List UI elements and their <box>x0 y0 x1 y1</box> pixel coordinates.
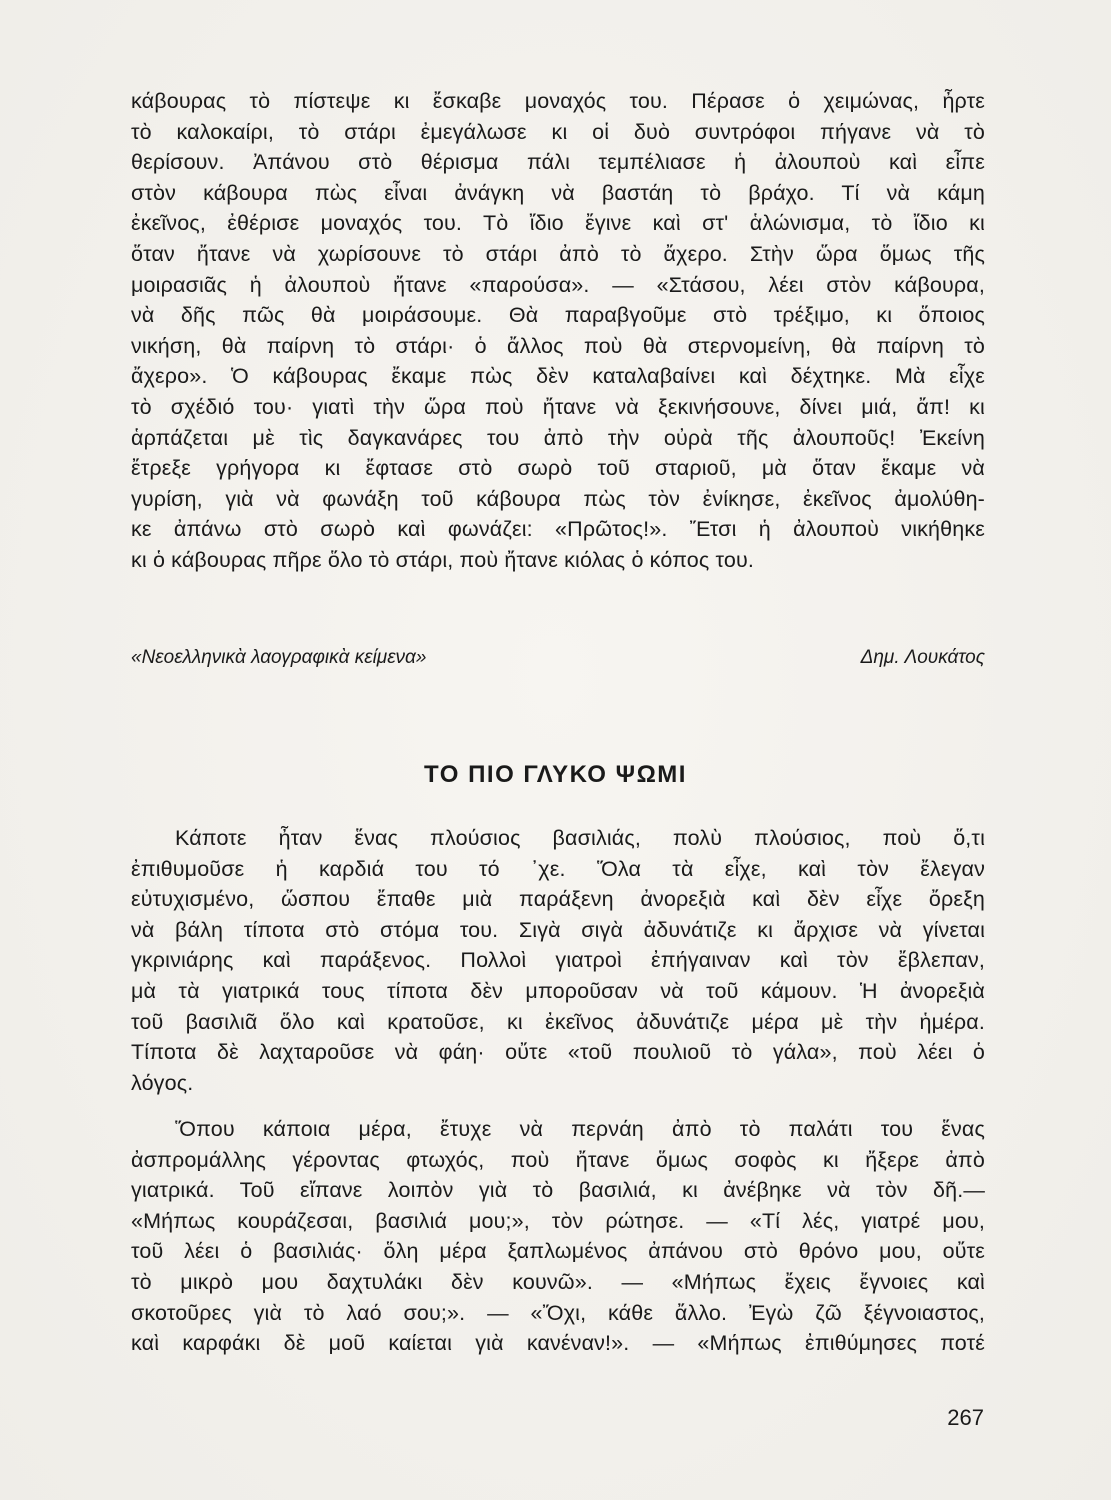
text-line: «Μήπως κουράζεσαι, βασιλιά μου;», τὸν ρώτησε. — «Τί λές, γιατρέ μου, <box>131 1208 985 1233</box>
text-line: ἐπιθυμοῦσε ἡ καρδιά του τό ᾽χε. Ὅλα τὰ εἶχε, καὶ τὸν ἔλεγαν <box>131 856 985 881</box>
chapter-paragraph-2 <box>131 1114 985 1359</box>
source-author: Δημ. Λουκάτος <box>860 647 985 668</box>
text-line: θερίσουν. Ἀπάνου στὸ θέρισμα πάλι τεμπέλιασε ἡ ἀλουποὺ καὶ εἶπε <box>131 150 985 175</box>
text-line: νὰ βάλη τίποτα στὸ στόμα του. Σιγὰ σιγὰ ἀδυνάτιζε κι ἄρχισε νὰ γίνεται <box>131 917 985 942</box>
text-line: ἄχερο». Ὁ κάβουρας ἔκαμε πὼς δὲν καταλαβαίνει καὶ δέχτηκε. Μὰ εἶχε <box>131 364 985 389</box>
text-line: ἁρπάζεται μὲ τὶς δαγκανάρες του ἀπὸ τὴν οὐρὰ τῆς ἀλουποῦς! Ἐκείνη <box>131 425 985 450</box>
text-line: μὰ τὰ γιατρικά τους τίποτα δὲν μποροῦσαν νὰ τοῦ κάμουν. Ἡ ἀνορεξιὰ <box>131 978 985 1003</box>
text-line: νὰ δῆς πῶς θὰ μοιράσουμε. Θὰ παραβγοῦμε στὸ τρέξιμο, κι ὅποιος <box>131 303 985 328</box>
text-line: ὅταν ἤτανε νὰ χωρίσουνε τὸ στάρι ἀπὸ τὸ ἄχερο. Στὴν ὥρα ὅμως τῆς <box>131 241 985 266</box>
text-line: τοῦ βασιλιᾶ ὅλο καὶ κρατοῦσε, κι ἐκεῖνος ἀδυνάτιζε μέρα μὲ τὴν ἡμέρα. <box>131 1009 985 1034</box>
text-line: στὸν κάβουρα πὼς εἶναι ἀνάγκη νὰ βαστάη τὸ βράχο. Τί νὰ κάμη <box>131 180 985 205</box>
text-line: τὸ μικρὸ μου δαχτυλάκι δὲν κουνῶ». — «Μήπως ἔχεις ἔγνοιες καὶ <box>131 1269 985 1294</box>
text-line: τοῦ λέει ὁ βασιλιάς· ὅλη μέρα ξαπλωμένος ἀπάνου στὸ θρόνο μου, οὔτε <box>131 1239 985 1264</box>
source-title: «Νεοελληνικὰ λαογραφικὰ κείμενα» <box>131 647 427 668</box>
text-line: λόγος. <box>131 1070 194 1095</box>
text-line: κι ὁ κάβουρας πῆρε ὅλο τὸ στάρι, ποὺ ἤτανε κιόλας ὁ κόπος του. <box>131 547 755 572</box>
source-attribution <box>131 647 985 669</box>
text-line: μοιρασιᾶς ἡ ἀλουποὺ ἤτανε «παρούσα». — «Στάσου, λέει στὸν κάβουρα, <box>131 272 985 297</box>
text-line: γιατρικά. Τοῦ εἴπανε λοιπὸν γιὰ τὸ βασιλιά, κι ἀνέβηκε νὰ τὸν δῆ.— <box>131 1178 985 1203</box>
text-line: ἔτρεξε γρήγορα κι ἔφτασε στὸ σωρὸ τοῦ σταριοῦ, μὰ ὅταν ἔκαμε νὰ <box>131 456 985 481</box>
text-line: γκρινιάρης καὶ παράξενος. Πολλοὶ γιατροὶ ἐπήγαιναν καὶ τὸν ἔβλεπαν, <box>131 948 985 973</box>
page-number: 267 <box>947 1405 984 1430</box>
text-line: καὶ καρφάκι δὲ μοῦ καίεται γιὰ κανέναν!». — «Μήπως ἐπιθύμησες ποτέ <box>131 1331 985 1356</box>
text-line: σκοτοῦρες γιὰ τὸ λαό σου;». — «Ὄχι, κάθε ἄλλο. Ἐγὼ ζῶ ξέγνοιαστος, <box>131 1300 985 1325</box>
chapter-paragraph-1 <box>131 823 985 1098</box>
text-line: κάβουρας τὸ πίστεψε κι ἔσκαβε μοναχός του. Πέρασε ὁ χειμώνας, ἦρτε <box>131 89 985 113</box>
text-line: Κάποτε ἦταν ἕνας πλούσιος βασιλιάς, πολὺ πλούσιος, ποὺ ὅ,τι <box>175 826 985 850</box>
text-line: Ὅπου κάποια μέρα, ἔτυχε νὰ περνάη ἀπὸ τὸ παλάτι του ἕνας <box>175 1117 985 1141</box>
text-line: ἀσπρομάλλης γέροντας φτωχός, ποὺ ἤτανε ὅμως σοφὸς κι ἤξερε ἀπὸ <box>131 1147 985 1172</box>
text-line: ἐκεῖνος, ἐθέρισε μοναχός του. Τὸ ἴδιο ἔγινε καὶ στ' ἁλώνισμα, τὸ ἴδιο κι <box>131 211 985 236</box>
text-line: Τίποτα δὲ λαχταροῦσε νὰ φάη· οὔτε «τοῦ πουλιοῦ τὸ γάλα», ποὺ λέει ὁ <box>131 1040 985 1065</box>
text-line: τὸ σχέδιό του· γιατὶ τὴν ὥρα ποὺ ἤτανε νὰ ξεκινήσουνε, δίνει μιά, ἄπ! κι <box>131 394 985 419</box>
text-line: κε ἀπάνω στὸ σωρὸ καὶ φωνάζει: «Πρῶτος!». Ἔτσι ἡ ἀλουποὺ νικήθηκε <box>131 517 985 542</box>
text-line: τὸ καλοκαίρι, τὸ στάρι ἐμεγάλωσε κι οἱ δυὸ συντρόφοι πήγανε νὰ τὸ <box>131 119 985 144</box>
chapter-title: ΤΟ ΠΙΟ ΓΛΥΚΟ ΨΩΜΙ <box>424 761 687 788</box>
story-ending-paragraph <box>131 86 985 576</box>
text-line: νικήση, θὰ παίρνη τὸ στάρι· ὁ ἄλλος ποὺ θὰ στερνομείνη, θὰ παίρνη τὸ <box>131 333 985 358</box>
text-line: γυρίση, γιὰ νὰ φωνάξη τοῦ κάβουρα πὼς τὸν ἐνίκησε, ἐκεῖνος ἀμολύθη- <box>131 486 985 511</box>
text-line: εὐτυχισμένο, ὥσπου ἔπαθε μιὰ παράξενη ἀνορεξιὰ καὶ δὲν εἶχε ὄρεξη <box>131 887 985 912</box>
